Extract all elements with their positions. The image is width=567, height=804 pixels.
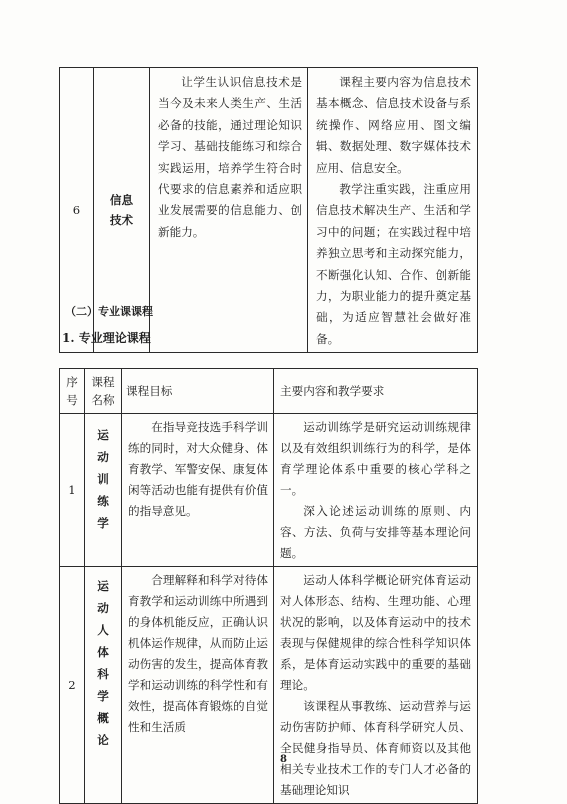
course-table-theory [59,368,478,804]
table-header-row [60,369,478,414]
course-goal [122,567,274,804]
course-name [85,567,122,804]
course-goal-text: 在指导竞技选手科学训练的同时，对大众健身、体育教学、军警安保、康复体闲等活动也能有提供有价值的指导意见。 [128,420,268,518]
course-name-char: 动 [97,601,109,615]
course-content [274,414,478,567]
header-goal: 课程目标 [122,369,274,414]
course-content [308,68,478,353]
course-name-char: 学 [97,516,109,530]
page-number: 8 [280,754,287,765]
course-name-char: 科 [97,667,109,681]
course-name-line: 技术 [109,213,134,228]
course-name-char: 人 [97,623,109,637]
subsection-heading: 1. 专业理论课程 [62,331,151,345]
course-name-char: 动 [97,450,109,464]
course-content-para: 运动人体科学概论研究体育运动对人体形态、结构、生理功能、心理状况的影响，以及体育运动中的技术表现与保健规律的综合性科学知识体系，是体育运动实践中的重要的基础理论。 [280,573,471,692]
course-name-char: 概 [97,711,109,725]
course-content-para: 教学注重实践，注重应用信息技术解决生产、生活和学习中的问题；在实践过程中培养独立思考和主动探究能力，不断强化认知、合作、创新能力，为职业能力的提升奠定基础，为适应智慧社会做好准备。 [316,182,471,346]
table-row [60,567,478,804]
header-no-line: 序 [66,375,78,389]
course-content-para: 课程主要内容为信息技术基本概念、信息技术设备与系统操作、网络应用、图文编辑、数据处理、数字媒体技术应用、信息安全。 [316,75,471,175]
course-name-line: 信息 [109,193,134,208]
section-heading: （二）专业课课程 [65,305,153,318]
course-content-para: 深入论述运动训练的原则、内容、方法、负荷与安排等基本理论问题。 [280,504,471,560]
row-number: 2 [60,567,85,804]
course-content-para: 该课程从事教练、运动营养与运动伤害防护师、体育科学研究人员、全民健身指导员、体育师资以及其他相关专业技术工作的专门人才必备的基础理论知识 [280,699,471,797]
course-goal [150,68,308,353]
course-name [85,414,122,567]
course-goal [122,414,274,567]
row-number: 6 [60,68,94,353]
course-content-para: 运动训练学是研究运动训练规律以及有效组织训练行为的科学，是体育学理论体系中重要的核心学科之一。 [280,420,471,497]
header-no [60,369,85,414]
course-name-char: 学 [97,689,109,703]
course-name-char: 训 [97,472,109,486]
course-name-char: 练 [97,494,109,508]
course-name-char: 运 [97,428,109,442]
row-number: 1 [60,414,85,567]
header-content: 主要内容和教学要求 [274,369,478,414]
table-row [60,414,478,567]
header-name [85,369,122,414]
course-name-char: 论 [97,733,109,747]
header-no-line: 号 [66,393,78,407]
header-name-line: 名称 [91,393,115,407]
course-goal-text: 合理解释和科学对待体育教学和运动训练中所遇到的身体机能反应，正确认识机体运作规律，从而防止运动伤害的发生，提高体育教学和运动训练的科学性和有效性，提高体育锻炼的自觉性和生活质 [128,573,268,734]
course-content [274,567,478,804]
course-name-char: 运 [97,579,109,593]
course-goal-text: 让学生认识信息技术是当今及未来人类生产、生活必备的技能，通过理论知识学习、基础技能练习和综合实践运用，培养学生符合时代要求的信息素养和适应职业发展需要的信息能力、创新能力。 [158,75,302,239]
header-name-line: 课程 [91,375,115,389]
course-name-char: 体 [97,645,109,659]
